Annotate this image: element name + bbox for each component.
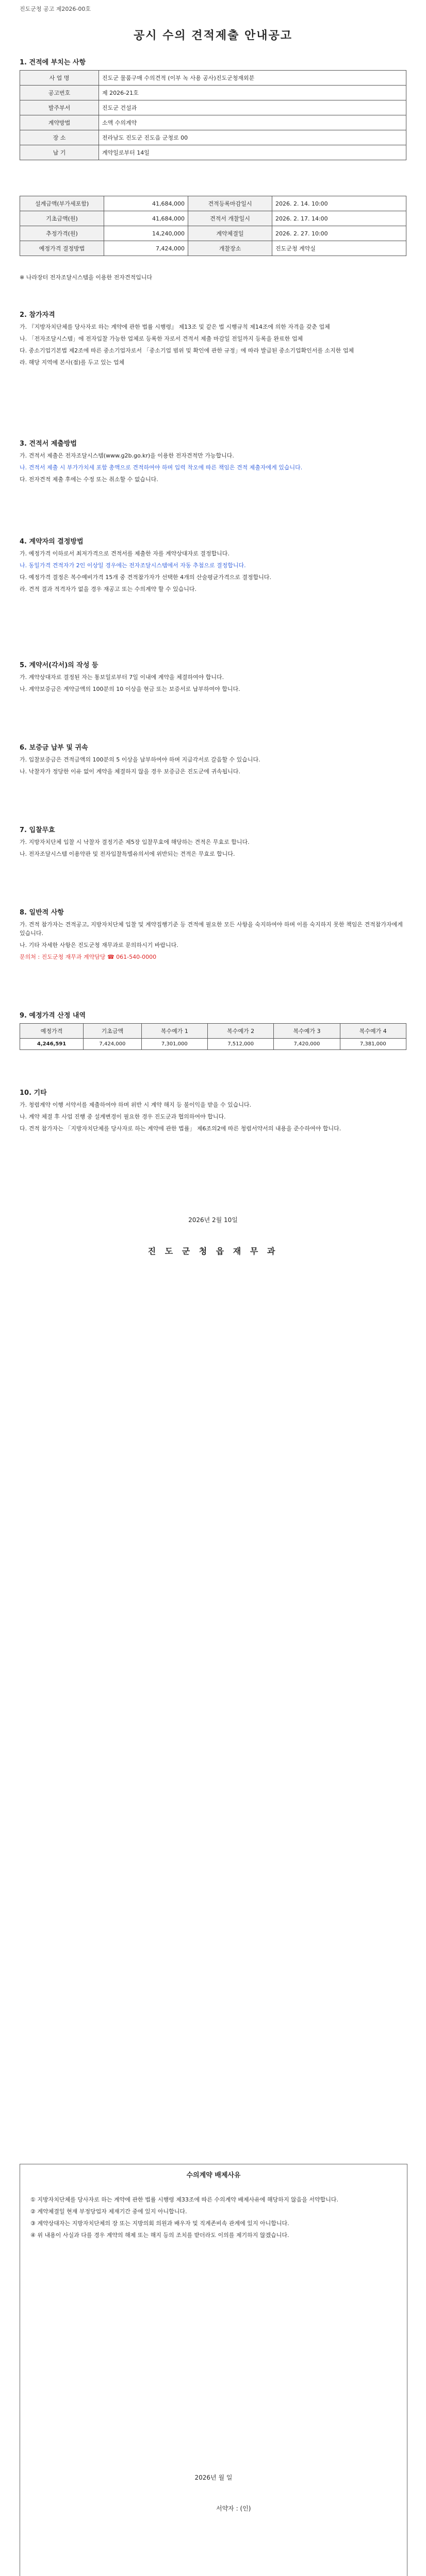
section-8-heading: 8. 일반적 사항 — [20, 909, 64, 917]
table-row: 납 기 계약일로부터 14일 — [20, 145, 406, 160]
section-3-heading: 3. 견적서 제출방법 — [20, 440, 77, 448]
section-4-heading: 4. 계약자의 결정방법 — [20, 538, 84, 546]
table-row: 4,246,591 7,424,000 7,301,000 7,512,000 7,420,000 7,381,000 — [20, 1039, 406, 1050]
section-1-heading: 1. 견적에 부치는 사항 — [20, 59, 86, 66]
section-7-body: 가. 지방자치단체 입찰 시 낙찰자 결정기준 제5장 입찰무효에 해당하는 견적은 무효로 합니다. 나. 전자조달시스템 이용약관 및 전자입찰특별유의서에 위반되는 견적은 무효로 합니다. — [20, 839, 250, 857]
section-9-heading: 9. 예정가격 산정 내역 — [20, 1012, 86, 1020]
table-row: 추정가격(원) 14,240,000 계약체결일 2026. 2. 27. 10:00 — [20, 226, 406, 241]
section-3-body: 가. 견적서 제출은 전자조달시스템(www.g2b.go.kr)을 이용한 전자견적만 가능합니다. 나. 견적서 제출 시 부가가치세 포함 총액으로 견적하여야 하며 입력 착오에 따른 책임은 견적 제출자에게 있습니다. 다. 전자견적 제출 후에는 수정 또는 취소할 수 없습니다. — [20, 452, 303, 483]
notice-date: 2026년 2월 10일 — [188, 1216, 238, 1224]
table-row: 공고번호 제 2026-21호 — [20, 86, 406, 100]
table-row: 계약방법 소액 수의계약 — [20, 115, 406, 130]
amount-table — [20, 196, 406, 256]
contact-line: 문의처 : 진도군청 재무과 계약담당 ☎ 061-540-0000 — [20, 954, 157, 960]
table-row: 사 업 명 진도군 물품구매 수의견적 (이부 녹 사용 공사)진도군청재외분 — [20, 71, 406, 86]
section-4-body: 가. 예정가격 이하로서 최저가격으로 견적서를 제출한 자를 계약상대자로 결정합니다. 나. 동일가격 견적자가 2인 이상일 경우에는 전자조달시스템에서 자동 추첨으로 결정합니다. 다. 예정가격 결정은 복수예비가격 15개 중 견적참가자가 선택한 4개의 산술평균가격으로 결정합니다. 라. 견적 결과 적격자가 없을 경우 재공고 또는 수의계약 할 수 있습니다. — [20, 550, 271, 592]
pledge-box — [20, 2164, 407, 2576]
section-5-heading: 5. 계약서(각서)의 작성 등 — [20, 662, 99, 669]
section-2-heading: 2. 참가자격 — [20, 311, 55, 319]
table-row: 설계금액(부가세포함) 41,684,000 견적등록마감일시 2026. 2. 14. 10:00 — [20, 196, 406, 211]
table-row: 예정가격 결정방법 7,424,000 개찰장소 진도군청 계약실 — [20, 241, 406, 256]
notice-sheet — [4, 0, 422, 2148]
table-row: 기초금액(원) 41,684,000 견적서 개찰일시 2026. 2. 17. 14:00 — [20, 211, 406, 226]
section-10-heading: 10. 기타 — [20, 1089, 47, 1097]
estimate-table — [20, 1023, 406, 1050]
table-row: 예정가격 기초금액 복수예가 1 복수예가 2 복수예가 3 복수예가 4 — [20, 1024, 406, 1039]
doc-ref: 진도군청 공고 제2026-00호 — [20, 6, 91, 12]
page-title: 공시 수의 견적제출 안내공고 — [133, 29, 292, 42]
section-2-body: 가. 『지방자치단체를 당사자로 하는 계약에 관한 법률 시행령』 제13조 및 같은 법 시행규칙 제14조에 의한 자격을 갖춘 업체 나. 「전자조달시스템」에 전자입찰 가능한 업체로 등록한 자로서 견적서 제출 마감일 전일까지 등록을 완료한 업체 다. 중소기업기본법 제2조에 따른 중소기업자로서 「중소기업 범위 및 확인에 관한 규정」에 따라 발급된 중소기업확인서를 소지한 업체 라. 해당 지역에 본사(점)를 두고 있는 업체 — [20, 324, 354, 366]
pledge-title: 수의계약 배제사유 — [186, 2172, 241, 2179]
issuer: 진 도 군 청 읍 재 무 과 — [148, 1246, 278, 1256]
section-7-heading: 7. 입찰무효 — [20, 826, 55, 834]
pledge-body: ① 지방자치단체를 당사자로 하는 계약에 관한 법률 시행령 제33조에 따른 수의계약 배제사유에 해당하지 않음을 서약합니다. ② 계약체결일 현재 부정당업자 제재기간 중에 있지 아니합니다. ③ 계약상대자는 지방자치단체의 장 또는 지방의회 의원과 배우자 및 직계존비속 관계에 있지 아니합니다. ④ 위 내용이 사실과 다를 경우 계약의 해제 또는 해지 등의 조치를 받더라도 이의를 제기하지 않겠습니다. — [30, 2196, 338, 2239]
section-5-body: 가. 계약상대자로 결정된 자는 통보일로부터 7일 이내에 계약을 체결하여야 합니다. 나. 계약보증금은 계약금액의 100분의 10 이상을 현금 또는 보증서로 납부하여야 합니다. — [20, 674, 240, 692]
pledge-sign: 서약자 : (인) — [216, 2505, 251, 2512]
project-table — [20, 70, 406, 160]
footnote: ※ 나라장터 전자조달시스템을 이용한 전자견적입니다 — [20, 274, 152, 281]
section-10-body: 가. 청렴계약 이행 서약서를 제출하여야 하며 위반 시 계약 해지 등 불이익을 받을 수 있습니다. 나. 계약 체결 후 사업 진행 중 설계변경이 필요한 경우 진도군과 협의하여야 합니다. 다. 견적 참가자는 「지방자치단체를 당사자로 하는 계약에 관한 법률」 제6조의2에 따른 청렴서약서의 내용을 준수하여야 합니다. — [20, 1101, 341, 1132]
pledge-date: 2026년 월 일 — [194, 2474, 233, 2481]
pledge-sheet — [4, 2154, 422, 2576]
section-6-body: 가. 입찰보증금은 견적금액의 100분의 5 이상을 납부하여야 하며 지급각서로 갈음할 수 있습니다. 나. 낙찰자가 정당한 이유 없이 계약을 체결하지 않을 경우 보증금은 진도군에 귀속됩니다. — [20, 756, 260, 775]
section-8-body: 가. 견적 참가자는 견적공고, 지방자치단체 입찰 및 계약집행기준 등 견적에 필요한 모든 사항을 숙지하여야 하며 이를 숙지하지 못한 책임은 견적참가자에게 있습니다. 나. 기타 자세한 사항은 진도군청 재무과로 문의하시기 바랍니다. 문의처 : 진도군청 재무과 계약담당 ☎ 061-540-0000 — [20, 920, 406, 964]
table-row: 발주부서 진도군 건설과 — [20, 100, 406, 115]
section-6-heading: 6. 보증금 납부 및 귀속 — [20, 744, 88, 752]
table-row: 장 소 전라남도 진도군 진도읍 군청로 00 — [20, 130, 406, 145]
